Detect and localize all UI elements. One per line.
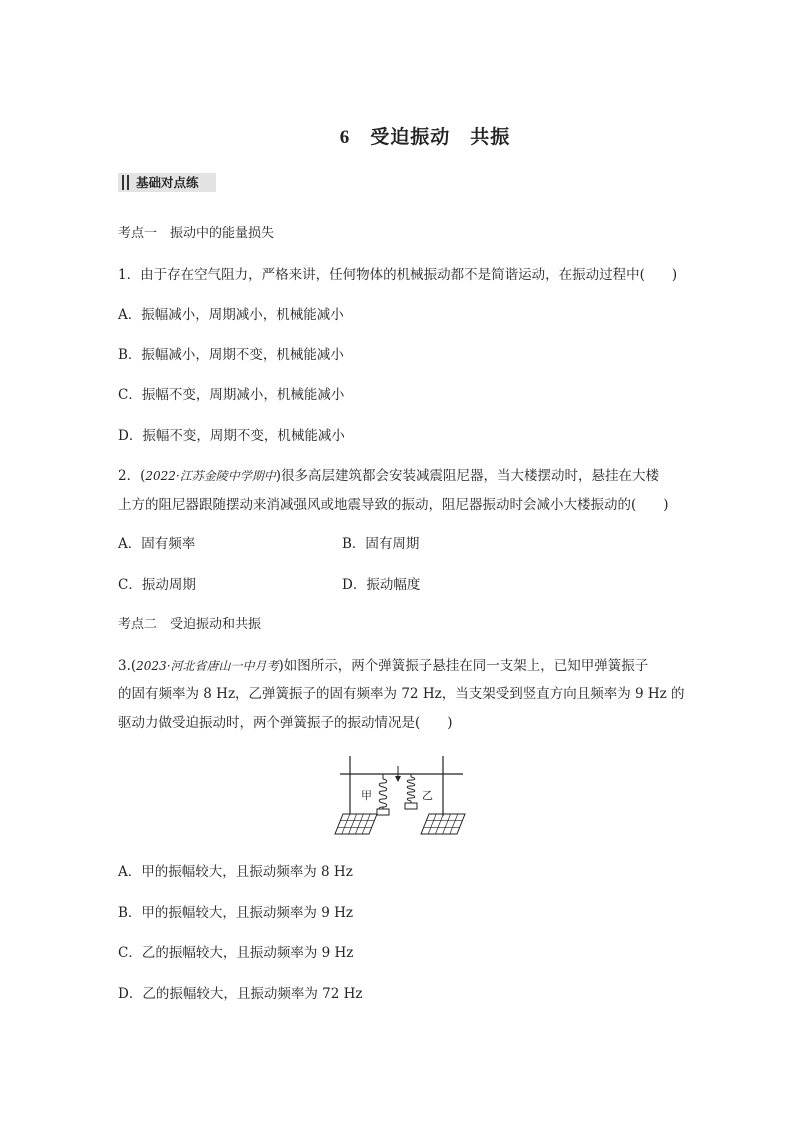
label-jia: 甲 — [361, 789, 372, 802]
q3-option-a: A．甲的振幅较大，且振动频率为 8 Hz — [118, 864, 353, 880]
badge-label: 基础对点练 — [136, 175, 199, 190]
q3-stem-line2: 的固有频率为 8 Hz，乙弹簧振子的固有频率为 72 Hz，当支架受到竖直方向且频率为 9 Hz 的 — [118, 686, 685, 702]
q2-option-a: A．固有频率 — [118, 536, 196, 552]
q2-stem-text: )很多高层建筑都会安装减震阻尼器，当大楼摆动时，悬挂在大楼 — [275, 468, 659, 484]
q3-option-b: B．甲的振幅较大，且振动频率为 9 Hz — [118, 905, 353, 921]
q1-option-c: C．振幅不变，周期减小，机械能减小 — [118, 387, 345, 403]
badge-bar-icon — [127, 175, 129, 190]
q2-stem-line2: 上方的阻尼器跟随摆动来消减强风或地震导致的振动，阻尼器振动时会减小大楼振动的( ) — [118, 497, 669, 513]
q3-option-d: D．乙的振幅较大，且振动频率为 72 Hz — [118, 986, 363, 1002]
page-title — [0, 122, 794, 149]
section-heading-1: 考点一 振动中的能量损失 — [118, 226, 275, 241]
q1-option-a: A．振幅减小，周期减小，机械能减小 — [118, 307, 344, 323]
section-badge — [118, 173, 216, 192]
q1-option-b: B．振幅减小，周期不变，机械能减小 — [118, 347, 344, 363]
q3-option-c: C．乙的振幅较大，且振动频率为 9 Hz — [118, 945, 354, 961]
right-base-grid-icon — [421, 814, 465, 834]
q3-stem-line1 — [118, 654, 648, 674]
q2-source: 2022·江苏金陵中学期中 — [145, 469, 276, 483]
q3-stem-line3: 驱动力做受迫振动时，两个弹簧振子的振动情况是( ) — [118, 715, 453, 731]
q3-stem-text: )如图所示，两个弹簧振子悬挂在同一支架上，已知甲弹簧振子 — [278, 658, 649, 674]
title-text: 受迫振动 共振 — [370, 126, 511, 148]
spring-oscillator-figure — [325, 748, 475, 840]
q1-stem: 1．由于存在空气阻力，严格来讲，任何物体的机械振动都不是简谐运动，在振动过程中( ) — [118, 267, 678, 283]
title-number: 6 — [339, 127, 351, 148]
right-spring-icon — [405, 774, 417, 809]
badge-bar-icon — [122, 175, 124, 190]
q2-option-c: C．振动周期 — [118, 577, 196, 593]
q2-stem-line1 — [118, 464, 659, 484]
left-spring-icon — [377, 774, 389, 815]
q3-number: 3.( — [118, 658, 137, 674]
left-base-grid-icon — [335, 814, 377, 834]
q3-source: 2023·河北省唐山一中月考 — [136, 659, 279, 673]
q1-option-d: D．振幅不变，周期不变，机械能减小 — [118, 428, 345, 444]
q2-option-d: D．振动幅度 — [342, 577, 421, 593]
label-yi: 乙 — [422, 789, 433, 802]
section-heading-2: 考点二 受迫振动和共振 — [118, 617, 262, 632]
q2-option-b: B．固有周期 — [342, 536, 420, 552]
q2-number: 2．( — [118, 468, 146, 484]
